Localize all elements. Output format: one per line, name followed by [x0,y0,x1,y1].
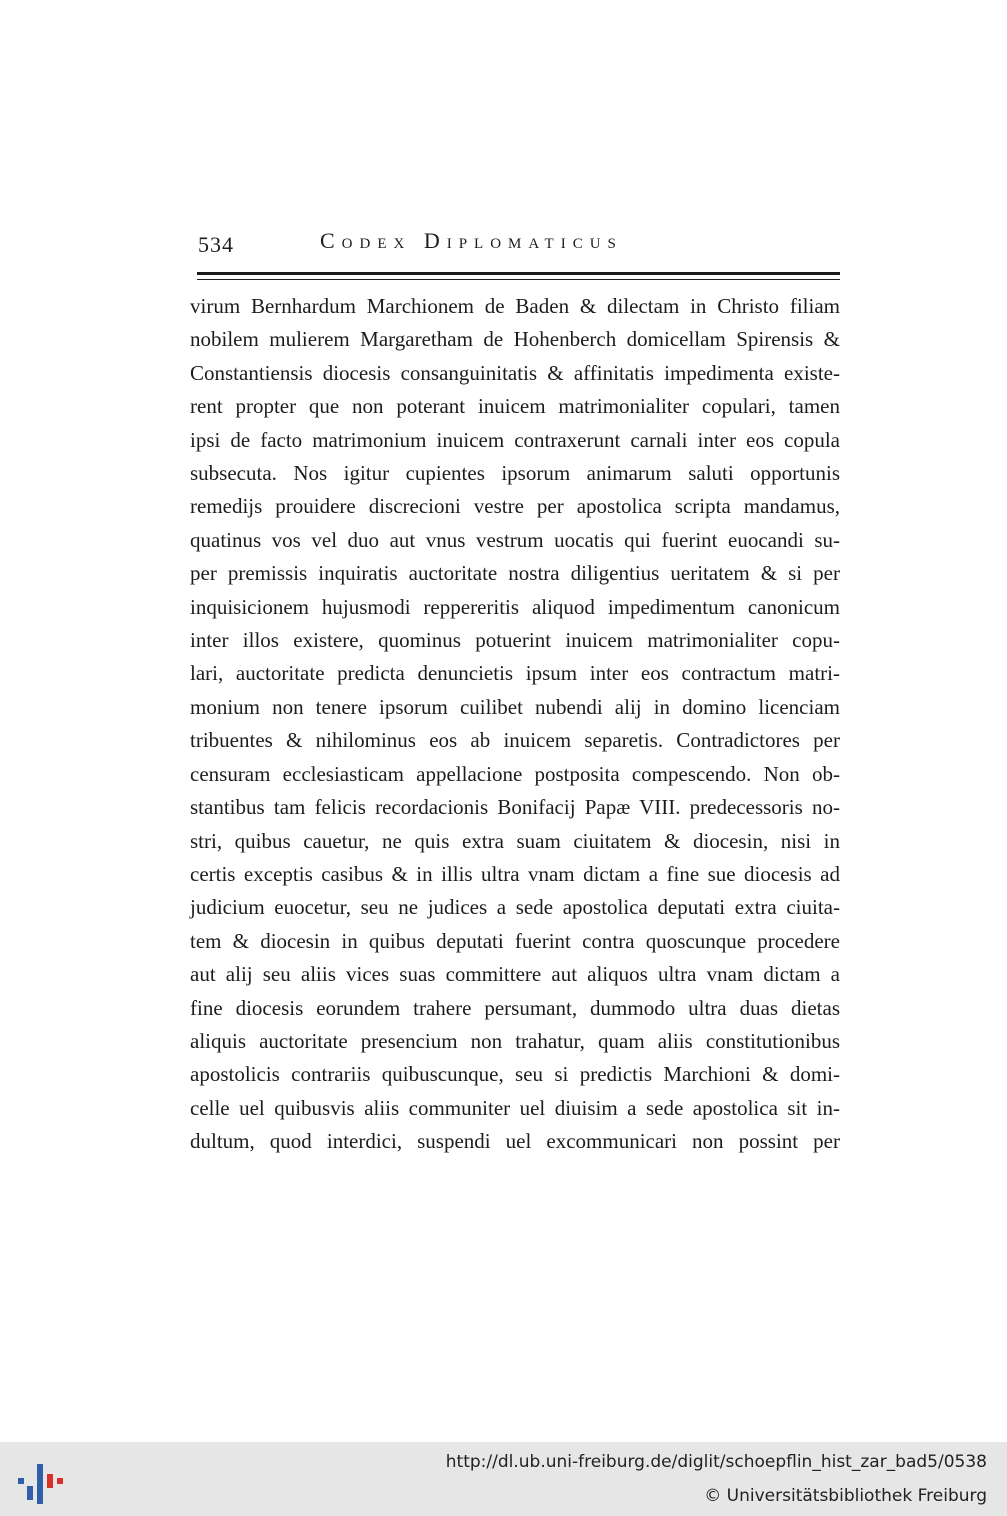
text-line: nobilem mulierem Margaretham de Hohenberch domicellam Spirensis & [190,327,840,352]
header-rule-thick [197,272,840,275]
text-line: apostolicis contrariis quibuscunque, seu si predictis Marchioni & domi- [190,1062,840,1087]
text-line: tem & diocesin in quibus deputati fuerint contra quoscunque procedere [190,928,840,953]
text-line: celle uel quibusvis aliis communiter uel diuisim a sede apostolica sit in- [190,1095,840,1120]
text-line: monium non tenere ipsorum cuilibet nubendi alij in domino licenciam [190,694,840,719]
footer-copyright: © Universitätsbibliothek Freiburg [704,1486,987,1506]
text-line: certis exceptis casibus & in illis ultra vnam dictam a fine sue diocesis ad [190,861,840,886]
text-line: lari, auctoritate predicta denuncietis ipsum inter eos contractum matri- [190,661,840,686]
text-line: rent propter que non poterant inuicem matrimonialiter copulari, tamen [190,394,840,419]
text-line: remedijs prouidere discrecioni vestre per apostolica scripta mandamus, [190,494,840,519]
text-line: dultum, quod interdici, suspendi uel excommunicari non possint per [190,1129,840,1154]
header-rule-thin [197,279,840,280]
text-line: inquisicionem hujusmodi reppereritis aliquod impedimentum canonicum [190,594,840,619]
text-line: virum Bernhardum Marchionem de Baden & dilectam in Christo filiam [190,294,840,318]
text-line: censuram ecclesiasticam appellacione postposita compescendo. Non ob- [190,761,840,786]
text-line: Constantiensis diocesis consanguinitatis & affinitatis impedimenta existe- [190,360,840,385]
text-line: stri, quibus cauetur, ne quis extra suam ciuitatem & diocesin, nisi in [190,828,840,853]
text-line: quatinus vos vel duo aut vnus vestrum uocatis qui fuerint euocandi su- [190,527,840,552]
body-text [190,290,840,1159]
running-head: Codex Diplomaticus [320,228,623,253]
text-line: per premissis inquiratis auctoritate nostra diligentius ueritatem & si per [190,561,840,586]
text-line: ipsi de facto matrimonium inuicem contraxerunt carnali inter eos copula [190,427,840,452]
text-line: aut alij seu aliis vices suas committere aut aliquos ultra vnam dictam a [190,962,840,987]
text-line: inter illos existere, quominus potuerint inuicem matrimonialiter copu- [190,628,840,653]
text-line: stantibus tam felicis recordacionis Bonifacij Papæ VIII. predecessoris no- [190,795,840,820]
footer-bar [0,1442,1007,1516]
text-line: fine diocesis eorundem trahere persumant, dummodo ultra duas dietas [190,995,840,1020]
footer-url-link[interactable]: http://dl.ub.uni-freiburg.de/diglit/schoepflin_hist_zar_bad5/0538 [445,1452,987,1472]
page-number: 534 [198,232,234,257]
ub-freiburg-logo-icon[interactable] [18,1456,66,1506]
text-line: subsecuta. Nos igitur cupientes ipsorum animarum saluti opportunis [190,461,840,486]
text-line: aliquis auctoritate presencium non trahatur, quam aliis constitutionibus [190,1028,840,1053]
text-line: tribuentes & nihilominus eos ab inuicem separetis. Contradictores per [190,728,840,753]
text-line: judicium euocetur, seu ne judices a sede apostolica deputati extra ciuita- [190,895,840,920]
